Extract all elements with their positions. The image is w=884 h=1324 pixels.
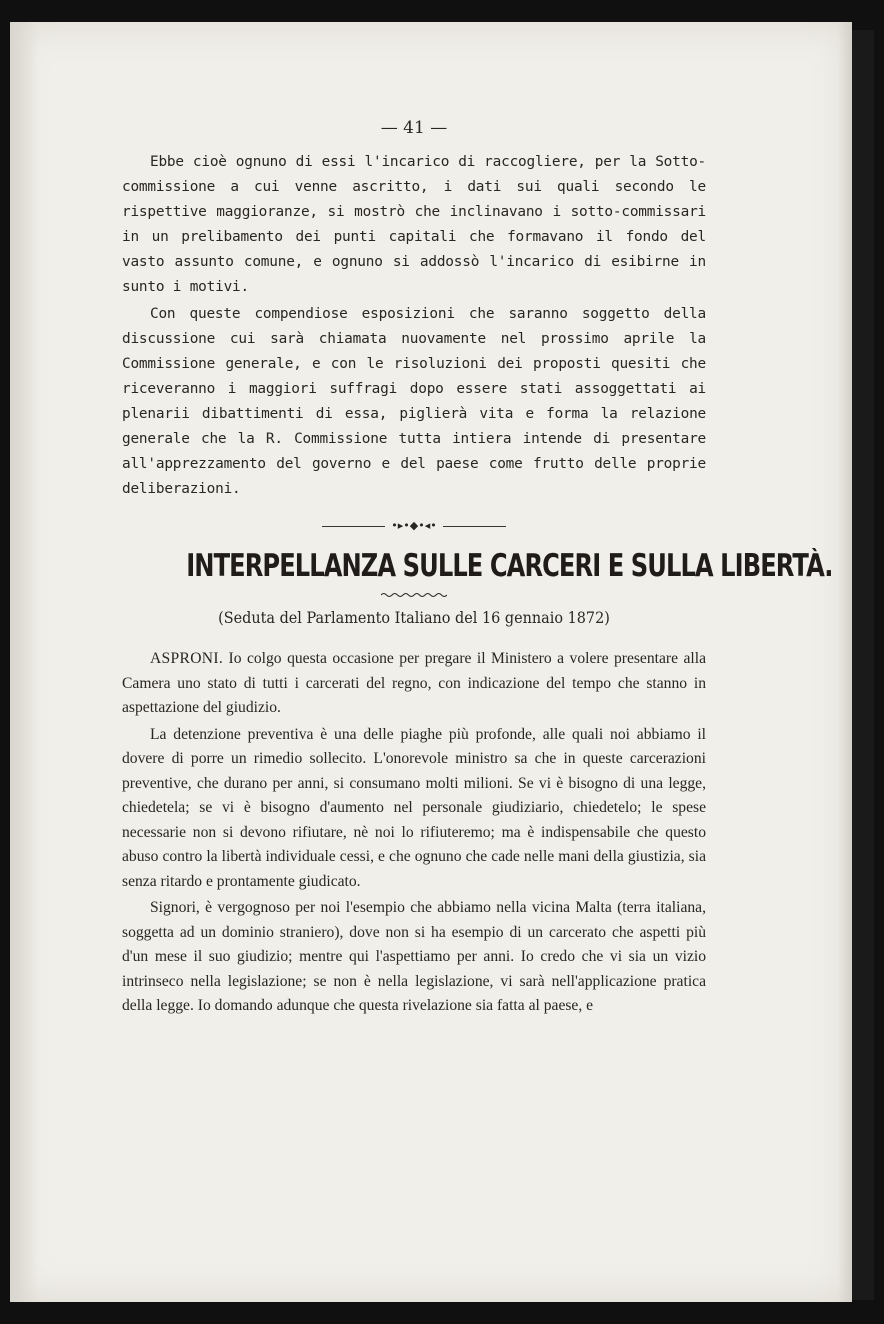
intro-paragraph: Con queste compendiose esposizioni che saranno soggetto della discussione cui sarà chiamata nuovamente nel prossimo aprile la Commissione generale, e con le risoluzioni dei proposti quesiti che riceveranno i maggiori suffragi dopo essere stati assoggettati ai plenarii dibattimenti di essa, piglierà vita e forma la relazione generale che la R. Commissione tutta intiera intende di presentare all'apprezzamento del governo e del paese come frutto delle proprie deliberazioni. bbox=[122, 306, 706, 497]
speech-paragraph: La detenzione preventiva è una delle piaghe più profonde, alle quali noi abbiamo il dovere di porre un rimedio sollecito. L'onorevole ministro sa che in queste carcerazioni preventive, che durano per anni, si consumano molti milioni. Se vi è bisogno di una legge, chiedetela; se vi è bisogno d'aumento nel personale giudiziario, chiedetelo; le spese necessarie non si devono rifiutare, nè noi lo rifiuteremo; ma è indispensabile che questo abuso contro la libertà individuale cessi, e che ognuno che cade nelle mani della giustizia, sia senza ritardo e prontamente giudicato. bbox=[122, 725, 706, 890]
section-divider bbox=[322, 520, 506, 532]
speech-paragraph bbox=[122, 647, 706, 721]
page-content bbox=[122, 118, 833, 1019]
section-title: INTERPELLANZA SULLE CARCERI E SULLA LIBERTÀ. bbox=[186, 548, 833, 584]
page-number: — 41 — bbox=[380, 118, 448, 138]
wave-ornament-icon bbox=[381, 592, 447, 598]
paper-sheet bbox=[10, 22, 852, 1302]
divider-line bbox=[322, 526, 385, 527]
intro-paragraph: Ebbe cioè ognuno di essi l'incarico di raccogliere, per la Sotto-commissione a cui venne ascritto, i dati sui quali secondo le rispettive maggioranze, si mostrò che inclinavano i sotto-commissari in un prelibamento dei punti capitali che formavano il fondo del vasto assunto comune, e ognuno si addossò l'incarico di esibirne in sunto i motivi. bbox=[122, 154, 706, 295]
binding-gutter bbox=[10, 22, 38, 1302]
sitting-date: (Seduta del Parlamento Italiano del 16 gennaio 1872) bbox=[218, 608, 610, 627]
page-edge bbox=[852, 30, 874, 1300]
ornament-icon: •▸•◆•◂• bbox=[391, 519, 437, 532]
speech-text: Io colgo questa occasione per pregare il Ministero a volere presentare alla Camera uno stato di tutti i carcerati del regno, con indicazione del tempo che stanno in aspettazione del giudizio. bbox=[122, 650, 706, 716]
speaker-name: ASPRONI. bbox=[150, 650, 224, 667]
page-shadow bbox=[838, 22, 852, 1302]
divider-line bbox=[443, 526, 506, 527]
speech-paragraph: Signori, è vergognoso per noi l'esempio che abbiamo nella vicina Malta (terra italiana, soggetta ad un dominio straniero), dove non si ha esempio di un carcerato che aspetti più d'un mese il suo giudizio; mentre qui l'aspettiamo per anni. Io credo che vi sia un vizio intrinseco nella legislazione; se non è nella legislazione, vi sarà nell'applicazione pratica della legge. Io domando adunque che questa rivelazione sia fatta al paese, e bbox=[122, 899, 706, 1014]
